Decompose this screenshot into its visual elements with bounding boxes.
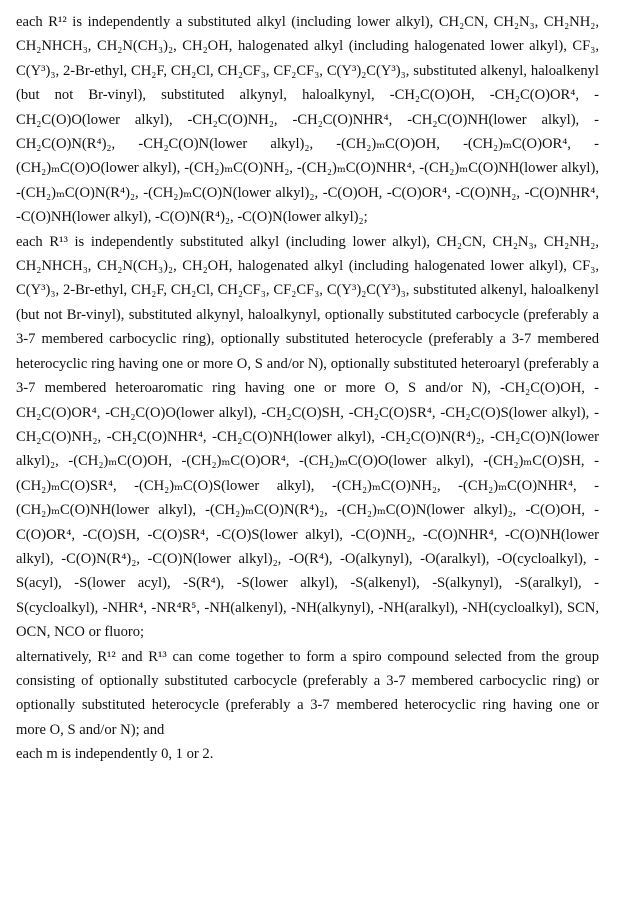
paragraph-r12-definition: each R¹² is independently a substituted alkyl (including lower alkyl), CH₂CN, CH₂N₃, CH₂NH₂, CH₂NHCH₃, CH₂N(CH₃)₂, CH₂OH, halogenated alkyl (including halogenated lower alkyl), CF₃, C(Y³)₃, 2-Br-ethyl, CH₂F, CH₂Cl, CH₂CF₃, CF₂CF₃, C(Y³)₂C(Y³)₃, substituted alkenyl, haloalkenyl (but not Br-vinyl), substituted alkynyl, haloalkynyl, -CH₂C(O)OH, -CH₂C(O)OR⁴, -CH₂C(O)O(lower alkyl), -CH₂C(O)NH₂, -CH₂C(O)NHR⁴, -CH₂C(O)NH(lower alkyl), -CH₂C(O)N(R⁴)₂, -CH₂C(O)N(lower alkyl)₂, -(CH₂)ₘC(O)OH, -(CH₂)ₘC(O)OR⁴, -(CH₂)ₘC(O)O(lower alkyl), -(CH₂)ₘC(O)NH₂, -(CH₂)ₘC(O)NHR⁴, -(CH₂)ₘC(O)NH(lower alkyl), -(CH₂)ₘC(O)N(R⁴)₂, -(CH₂)ₘC(O)N(lower alkyl)₂, -C(O)OH, -C(O)OR⁴, -C(O)NH₂, -C(O)NHR⁴, -C(O)NH(lower alkyl), -C(O)N(R⁴)₂, -C(O)N(lower alkyl)₂; bbox=[16, 14, 599, 226]
paragraph-m-definition: each m is independently 0, 1 or 2. bbox=[16, 746, 214, 763]
paragraph-r13-definition: each R¹³ is independently substituted alkyl (including lower alkyl), CH₂CN, CH₂N₃, CH₂NH₂, CH₂NHCH₃, CH₂N(CH₃)₂, CH₂OH, halogenated alkyl (including halogenated lower alkyl), CF₃, C(Y³)₃, 2-Br-ethyl, CH₂F, CH₂Cl, CH₂CF₃, CF₂CF₃, C(Y³)₂C(Y³)₃, substituted alkenyl, haloalkenyl (but not Br-vinyl), substituted alkynyl, haloalkynyl, optionally substituted carbocycle (preferably a 3-7 membered carbocyclic ring), optionally substituted heterocycle (preferably a 3-7 membered heterocyclic ring having one or more O, S and/or N), optionally substituted heteroaryl (preferably a 3-7 membered heteroaromatic ring having one or more O, S and/or N), -CH₂C(O)OH, -CH₂C(O)OR⁴, -CH₂C(O)O(lower alkyl), -CH₂C(O)SH, -CH₂C(O)SR⁴, -CH₂C(O)S(lower alkyl), -CH₂C(O)NH₂, -CH₂C(O)NHR⁴, -CH₂C(O)NH(lower alkyl), -CH₂C(O)N(R⁴)₂, -CH₂C(O)N(lower alkyl)₂, -(CH₂)ₘC(O)OH, -(CH₂)ₘC(O)OR⁴, -(CH₂)ₘC(O)O(lower alkyl), -(CH₂)ₘC(O)SH, -(CH₂)ₘC(O)SR⁴, -(CH₂)ₘC(O)S(lower alkyl), -(CH₂)ₘC(O)NH₂, -(CH₂)ₘC(O)NHR⁴, -(CH₂)ₘC(O)NH(lower alkyl), -(CH₂)ₘC(O)N(R⁴)₂, -(CH₂)ₘC(O)N(lower alkyl)₂, -C(O)OH, -C(O)OR⁴, -C(O)SH, -C(O)SR⁴, -C(O)S(lower alkyl), -C(O)NH₂, -C(O)NHR⁴, -C(O)NH(lower alkyl), -C(O)N(R⁴)₂, -C(O)N(lower alkyl)₂, -O(R⁴), -O(alkynyl), -O(aralkyl), -O(cycloalkyl), -S(acyl), -S(lower acyl), -S(R⁴), -S(lower alkyl), -S(alkenyl), -S(alkynyl), -S(aralkyl), -S(cycloalkyl), -NHR⁴, -NR⁴R⁵, -NH(alkenyl), -NH(alkynyl), -NH(aralkyl), -NH(cycloalkyl), SCN, OCN, NCO or fluoro; bbox=[16, 233, 599, 641]
paragraph-spiro-alternative: alternatively, R¹² and R¹³ can come together to form a spiro compound selected from the group consisting of optionally substituted carbocycle (preferably a 3-7 membered carbocyclic ring) or optionally substituted heterocycle (preferably a 3-7 membered heterocyclic ring having one or more O, S and/or N); and bbox=[16, 648, 599, 738]
